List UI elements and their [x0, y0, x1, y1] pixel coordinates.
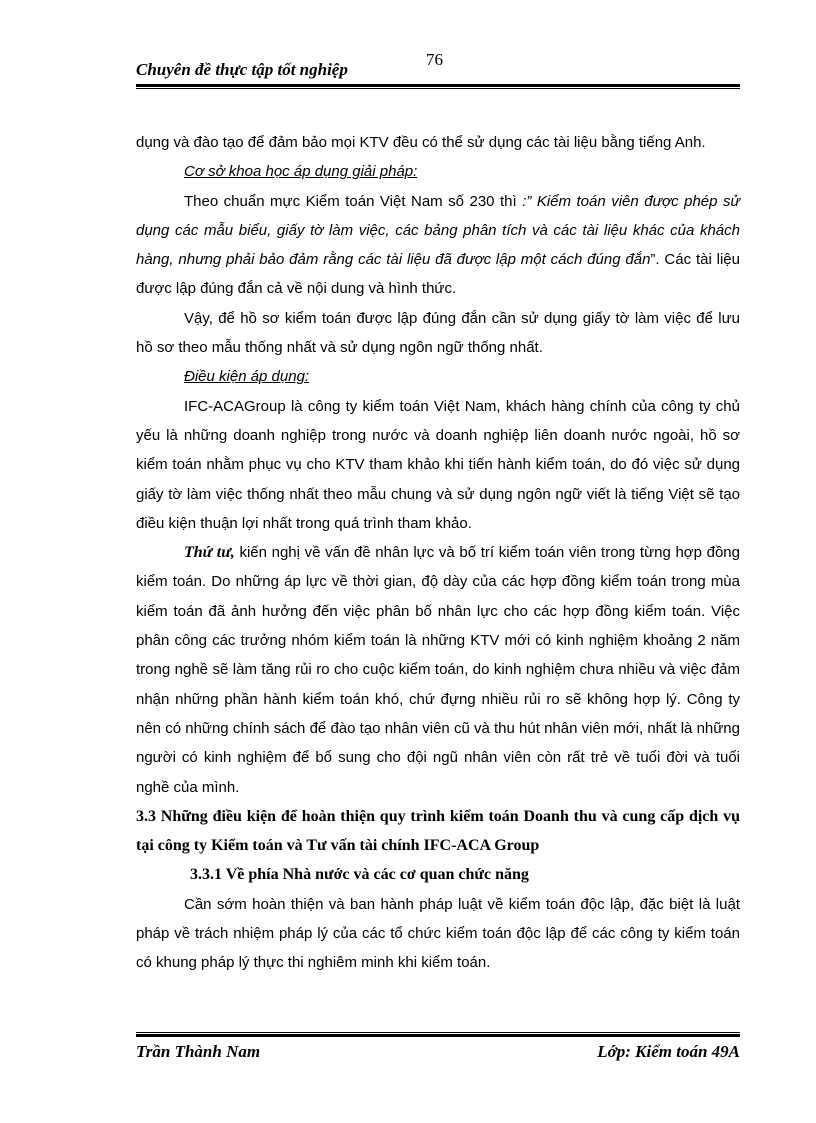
- heading-basis: [136, 157, 740, 186]
- subsection-heading: 3.3.1 Về phía Nhà nước và các cơ quan chức năng: [190, 866, 529, 884]
- heading-basis-text: Cơ sở khoa học áp dụng giải pháp:: [184, 163, 418, 181]
- page-number: 76: [426, 50, 443, 69]
- paragraph-5: [136, 538, 740, 802]
- footer-rule: [136, 1032, 740, 1037]
- paragraph-5-lead: Thứ tư,: [184, 544, 235, 562]
- paragraph-6: Cần sớm hoàn thiện và ban hành pháp luật về kiểm toán độc lập, đặc biệt là luật pháp về trách nhiệm pháp lý của các tổ chức kiểm toán độc lập để các công ty kiểm toán có khung pháp lý thực thi nghiêm minh khi kiểm toán.: [136, 895, 740, 972]
- section-heading: 3.3 Những điều kiện để hoàn thiện quy trình kiểm toán Doanh thu và cung cấp dịch vụ tại công ty Kiểm toán và Tư vấn tài chính IFC-ACA Group: [136, 807, 740, 855]
- paragraph-2-quote: :” Kiểm toán viên được phép sử dụng các mẫu biểu, giấy tờ làm việc, các bảng phân tích và các tài liệu khác của khách hàng, nhưng phải bảo đảm rằng các tài liệu đã được lập một cách đúng đắn: [136, 192, 740, 269]
- paragraph-2: [136, 187, 740, 304]
- header-rule: [136, 84, 740, 89]
- paragraph-2-tail: ”. Các tài liệu được lập đúng đắn cả về nội dung và hình thức.: [136, 251, 740, 298]
- paragraph-3: Vậy, để hồ sơ kiểm toán được lập đúng đắn cần sử dụng giấy tờ làm việc để lưu hồ sơ theo mẫu thống nhất và sử dụng ngôn ngữ thống nhất.: [136, 309, 740, 357]
- document-body: [136, 128, 740, 978]
- paragraph-4: IFC-ACAGroup là công ty kiểm toán Việt Nam, khách hàng chính của công ty chủ yếu là những doanh nghiệp trong nước và doanh nghiệp liên doanh nước ngoài, hồ sơ kiểm toán nhằm phục vụ cho KTV tham khảo khi tiến hành kiểm toán, do đó việc sử dụng giấy tờ làm việc thống nhất theo mẫu chung và sử dụng ngôn ngữ viết là tiếng Việt sẽ tạo điều kiện thuận lợi nhất trong quá trình tham khảo.: [136, 397, 740, 532]
- paragraph-1: dụng và đào tạo để đảm bảo mọi KTV đều có thể sử dụng các tài liệu bằng tiếng Anh.: [136, 134, 706, 151]
- footer-author: Trần Thành Nam: [136, 1042, 261, 1061]
- heading-conditions-text: Điều kiện áp dụng:: [184, 368, 310, 386]
- footer-class: Lớp: Kiểm toán 49A: [597, 1042, 740, 1061]
- heading-conditions: [136, 362, 740, 391]
- paragraph-5-text: kiến nghị về vấn đề nhân lực và bố trí kiểm toán viên trong từng hợp đồng kiểm toán. Do những áp lực về thời gian, độ dày của các hợp đồng kiểm toán trong mùa kiểm toán đã ảnh hưởng đến việc phân bố nhân lực cho các hợp đồng kiểm toán. Việc phân công các trưởng nhóm kiểm toán là những KTV mới có kinh nghiệm khoảng 2 năm trong nghề sẽ làm tăng rủi ro cho cuộc kiểm toán, do kinh nghiệm chưa nhiều và việc đảm nhận những phần hành kiểm toán khó, chứ đựng nhiều rủi ro sẽ không hợp lý. Công ty nên có những chính sách để đào tạo nhân viên cũ và thu hút nhân viên mới, nhất là những người có kinh nghiệm để bổ sung cho đội ngũ nhân viên còn rất trẻ về tuổi đời và tuổi nghề của mình.: [136, 544, 740, 796]
- paragraph-2-normal: Theo chuẩn mực Kiểm toán Việt Nam số 230 thì: [184, 192, 523, 210]
- header-title: Chuyên đề thực tập tốt nghiệp: [136, 60, 348, 79]
